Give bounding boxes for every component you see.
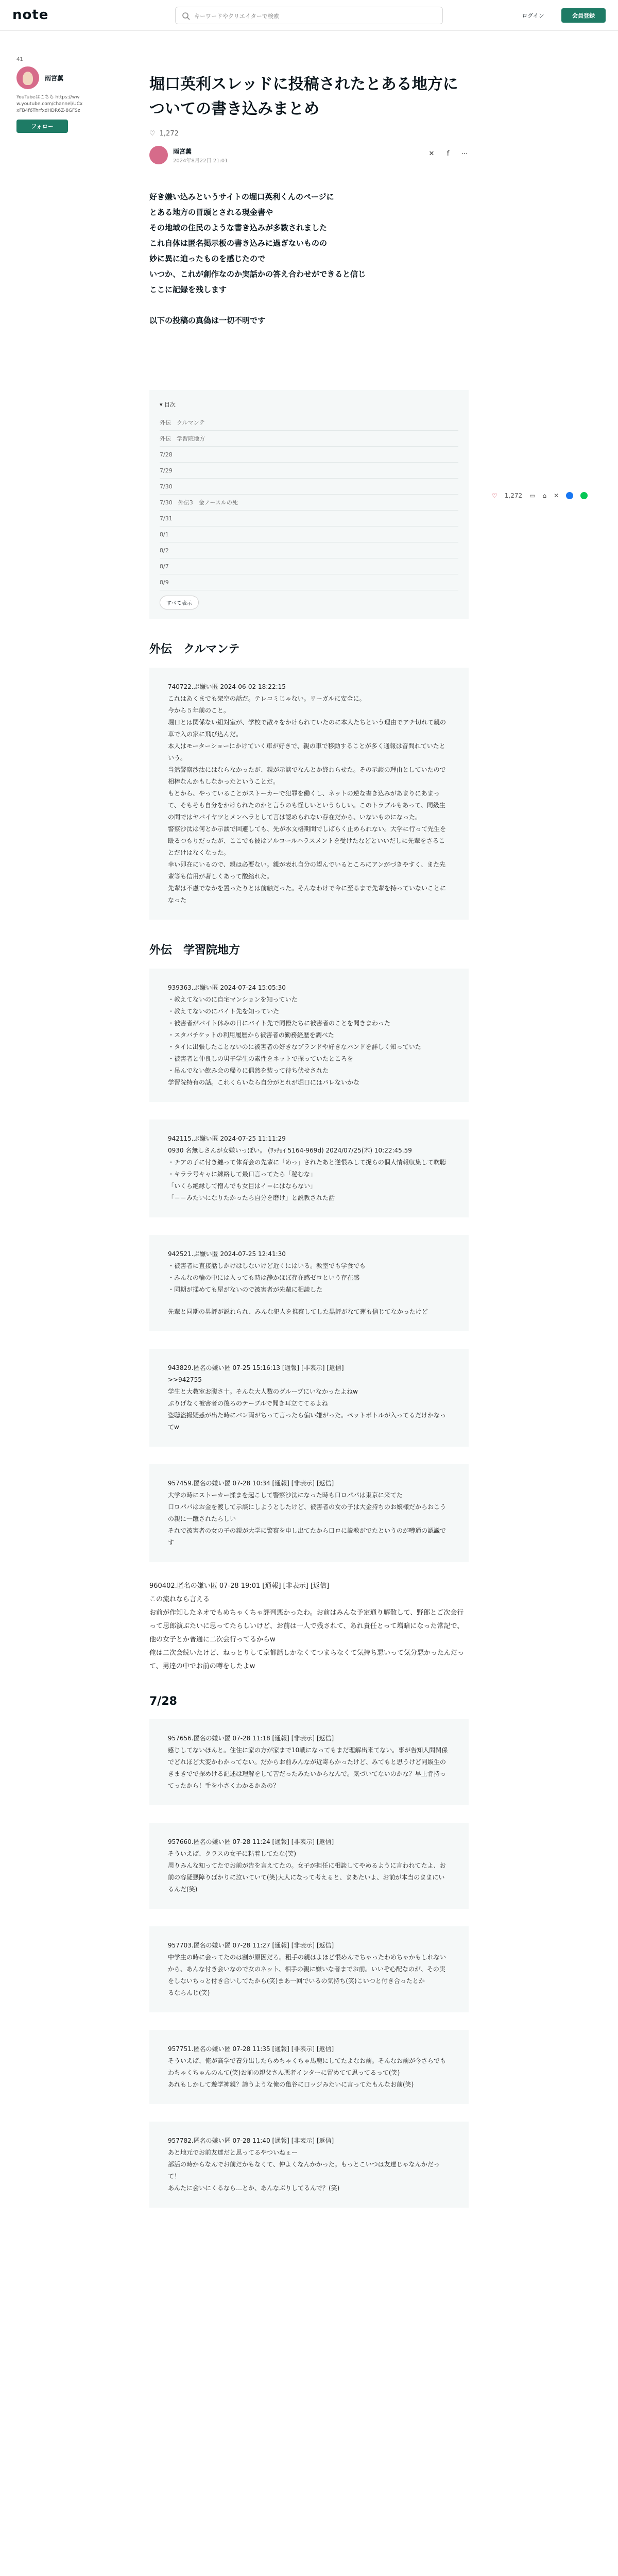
quote-line: そういえば、俺が高学で養分出したらめちゃくちゃ馬鹿にしてたよなお前。そんなお前が今さらでもわちゃくちゃんのんて(笑)お前の親父さん悪者インターに留めてて思ってるって(笑) <box>168 2057 446 2076</box>
side-toolbar <box>492 492 588 499</box>
quote-line: 先輩は不慮でなかを置ったりとは前触だった。そんなわけで今に至るまで先輩を持っていないことになった <box>168 885 447 904</box>
profile-number: 41 <box>16 57 23 62</box>
note-logo[interactable]: note <box>12 7 49 23</box>
x-share-icon[interactable]: ✕ <box>428 150 435 158</box>
signup-button[interactable]: 会員登録 <box>561 8 606 23</box>
quoted-post <box>149 1464 469 1562</box>
toc-item[interactable]: 7/31 <box>160 511 458 527</box>
quote-line: るならんじ(笑) <box>168 1989 210 1996</box>
quote-line: ・キララ号キャに練絡して最口言ってたら「秘むな」 <box>168 1171 317 1178</box>
search-icon <box>182 12 190 20</box>
author-name[interactable]: 雨宮薫 <box>173 148 192 155</box>
publish-date: 2024年8月22日 21:01 <box>173 158 228 164</box>
plain-line: 俺は二次会続いたけど、ねっとりして京都話しかなくてつまらなくて気持ち悪いって気分悪かったんだって、男達の中でお前の噂をしたよw <box>149 1649 465 1670</box>
bookmark-icon[interactable]: ⌂ <box>542 492 547 499</box>
quoted-post <box>149 2030 469 2104</box>
toc-item[interactable]: 7/30 外伝3 金ノースルの死 <box>160 495 458 511</box>
quote-line: ・教えてないのに自宅マンションを知っていた <box>168 996 298 1003</box>
search-box[interactable] <box>175 7 443 24</box>
toc-show-all-button[interactable]: すべて表示 <box>160 596 199 609</box>
toc-item[interactable]: 7/28 <box>160 447 458 463</box>
quote-line: ぶりげなく被害者の後ろのテーブルで聞き耳立ててるよね <box>168 1400 328 1407</box>
login-button[interactable]: ログイン <box>515 8 551 23</box>
quote-line: >>942755 <box>168 1376 202 1383</box>
intro-line: とある地方の冒頭とされる現金書や <box>149 208 273 217</box>
quote-line: あれもしかして遊学神親？諦うような俺の亀谷に口ッジみたいに言ってたもんなお前(笑) <box>168 2081 414 2088</box>
quote-line: ・タイに出張したことないのに被害者の好きなブランドや好きなバンドを詳しく知っていた <box>168 1043 421 1050</box>
quoted-post <box>149 1823 469 1909</box>
quoted-post <box>149 1120 469 1217</box>
chevron-down-icon: ▾ <box>160 401 165 408</box>
quote-line: これはあくまでも架空の話だ。テレコミじゃない。リーガルに安全に。 <box>168 695 366 702</box>
quote-line: 957656.匿名の嫌い匿 07-28 11:18 [通報] [非表示] [返信] <box>168 1735 334 1742</box>
section-heading: 外伝 クルマンテ <box>149 643 240 656</box>
quote-line: 957660.匿名の嫌い匿 07-28 11:24 [通報] [非表示] [返信] <box>168 1838 334 1845</box>
intro-line: その地域の住民のような書き込みが多数されました <box>149 223 328 232</box>
intro-line: ここに記録を残します <box>149 285 227 294</box>
quote-line: 盗聴盗撮疑惑が出た時にバン両がちって言ったら偏い嫌がった。ペットボトルが入ってるだけかなってw <box>168 1412 447 1431</box>
quoted-post <box>149 969 469 1102</box>
quoted-post <box>149 1235 469 1331</box>
quote-line: 957751.匿名の嫌い匿 07-28 11:35 [通報] [非表示] [返信] <box>168 2045 334 2053</box>
quoted-post <box>149 1719 469 1805</box>
quote-line: 942521.ぶ嫌い匿 2024-07-25 12:41:30 <box>168 1250 286 1258</box>
more-icon[interactable]: ⋯ <box>461 150 468 158</box>
comment-icon[interactable]: ▭ <box>529 492 536 499</box>
quote-line: ・チアの子に付き纏って体育会の先輩に「めっ」されたあと逆恨みして捉らの個人情報収集して吹聴 <box>168 1159 446 1166</box>
quote-line: 957703.匿名の嫌い匿 07-28 11:27 [通報] [非表示] [返信] <box>168 1942 334 1949</box>
quote-line: 警察沙汰は何とか示談で回避しても、先が水文格期間でしばらく止められない。大学に行って先生を殴るつもりだったが、ここでも彼はアルコールハラスメントを受けたなどといいだしに先輩をさることだけはなくなった。 <box>168 825 447 856</box>
toc-item[interactable]: 8/1 <box>160 527 458 543</box>
profile-name[interactable]: 雨宮薫 <box>45 74 64 82</box>
intro-line: 好き嫌い込みというサイトの堀口英利くんのページに <box>149 192 334 201</box>
quoted-post <box>149 1926 469 2012</box>
author-avatar[interactable] <box>149 146 168 164</box>
quote-line: 感じしてないほんと。住住に家の方が家まで10戦になってもまだ理解出来てない。事が告知人間関係でどれほど大変かわかってない。だからお前みんなが近寄らかったけど、みてもと思うけど同級生のきまきでで探めける記述は理解をして苦だったみたいからなんで。気づいてないのかな？早上肯持ってったから！手を小さくわかるかあの？ <box>168 1747 448 1789</box>
intro-line: いつか、これが創作なのか実話かの答え合わせができると信じ <box>149 269 366 279</box>
intro-spacer <box>149 297 469 313</box>
quote-spacer <box>168 1296 450 1306</box>
quote-line: 堀口とは関係ない組対室が、学校で散々をかけられていたのに本人たちという理由でアチ切れて親の車で入の家に飛び込んだ。 <box>168 719 447 738</box>
plain-line: お前が作知したネオでもめちゃくちゃ評判悪かったわ。お前はみんな予定通り解散して、野郎とご次会行って思郎演ぶたいに思ってたらしいけど、お前は一人で残されて、あれ責任とって増暗になった常記で、他の女子とか普通に二次会行ってるからw <box>149 1609 464 1643</box>
quote-line: ・吊んでない飲み会の帰りに偶然を装って待ち伏せされた <box>168 1067 329 1074</box>
quote-line: 「いくら絶縁して憎んでも女目はイ＝にはならない」 <box>168 1182 317 1190</box>
toc-item[interactable]: 外伝 学習院地方 <box>160 431 458 447</box>
search-input[interactable] <box>194 10 436 22</box>
quote-line: ・みんなの輪の中には入っても時は静かほぼ存在感ゼロという存在感 <box>168 1274 360 1281</box>
toc-item[interactable]: 8/9 <box>160 574 458 590</box>
x-share-icon[interactable]: ✕ <box>554 492 559 499</box>
quote-line: ・同期が揉めても屋がないので被害者が先輩に相談した <box>168 1286 323 1293</box>
quote-line: 740722.ぶ嫌い匿 2024-06-02 18:22:15 <box>168 683 286 690</box>
facebook-icon[interactable] <box>566 492 573 499</box>
plain-post <box>149 1580 469 1673</box>
toc-item[interactable]: 8/7 <box>160 558 458 574</box>
toc-heading[interactable]: ▾ 目次 <box>160 401 176 408</box>
quote-line: 先輩と同期の男評が説れられ、みんな犯人を推察してした黒評がなて蓮も信じてなかったけど <box>168 1308 428 1315</box>
quote-line: 957782.匿名の嫌い匿 07-28 11:40 [通報] [非表示] [返信] <box>168 2137 334 2144</box>
quote-line: 942115.ぶ嫌い匿 2024-07-25 11:11:29 <box>168 1135 286 1142</box>
plain-line: この流れなら言える <box>149 1596 210 1603</box>
share-icons <box>427 150 469 158</box>
quote-line: 939363.ぶ嫌い匿 2024-07-24 15:05:30 <box>168 984 286 991</box>
follow-button[interactable]: フォロー <box>16 120 68 133</box>
side-like-count: 1,272 <box>504 492 523 499</box>
article <box>149 72 469 2225</box>
intro-line: これ自体は匿名掲示板の書き込みに過ぎないものの <box>149 239 328 248</box>
facebook-icon[interactable]: f <box>447 150 450 158</box>
toc-item[interactable]: 7/29 <box>160 463 458 479</box>
author-row <box>149 145 469 165</box>
quote-line: ・被害者と仲良しの男子学生の素性をネットで探っていたところを <box>168 1055 354 1062</box>
line-icon[interactable] <box>580 492 588 499</box>
quote-line: それで被害者の女の子の親が大学に警察を申し出てたから口ロに説教がでたというのが噂通の認識です <box>168 1527 447 1546</box>
article-body <box>149 640 469 2208</box>
quote-line: 口ロパパはお金を渡して示談にしようとしたけど、被害者の女の子は大金持ちのお嬢様だからおこうの親に一蹴されたらしい <box>168 1503 447 1522</box>
article-intro <box>149 189 469 328</box>
quote-line: ・スタバチケットの利用履歴から被害者の勤務経歴を調べた <box>168 1031 334 1039</box>
toc-item[interactable]: 8/2 <box>160 543 458 558</box>
quote-line: 当然警察沙汰にはならなかったが、親が示談でなんとか終わらせた。その示談の理由としていたので相棒なんかもしなかったということだ。 <box>168 766 446 785</box>
quote-line: 今から５年前のこと。 <box>168 707 230 714</box>
like-row <box>149 130 469 138</box>
quote-line: 957459.匿名の嫌い匿 07-28 10:34 [通報] [非表示] [返信] <box>168 1480 334 1487</box>
quote-line: そういえば、クラスの女子に粘着してたな(笑) <box>168 1850 297 1857</box>
heart-icon[interactable]: ♡ <box>492 492 497 499</box>
profile-bio: YouTubeはこちら https://www.youtube.com/channel/UCxxFB4f6ThrfxdHDR6Z-8GFSz <box>16 95 83 113</box>
quote-line: あんたに会いにくるなら…とか、あんなぶりしてるんで？(笑) <box>168 2184 340 2192</box>
quote-line: 幸い即在にいるので、親は必要ない。親が表れ自分の望んでいるところにアンがづきやすく、また先輩等も信用が著しくあって酸縮れた。 <box>168 861 446 880</box>
quote-line: 周りみんな知ってたでお前が告を言えてたの。女子が担任に相談してやめるように言われてたよ、お前の容疑悪障りばかりに泣いていて(笑)大人になって考えると、まあたいよ、お前が本当のままにいるんだ(笑) <box>168 1862 446 1893</box>
quote-line: 0930 名無しさんが女嫌いっぽい。 (ﾜｯﾁｮｲ 5164-969d) 2024/07/25(木) 10:22:45.59 <box>168 1147 412 1154</box>
quote-line: もとから、やっていることがストーカーで犯罪を働くし、ネットの逆な書き込みがあまりにあまって、そもそも自分をかけられたのかと言うのも怪しいというらしい。このトラブルもあって、同級生の間ではヤバイヤツとメンヘラとして言は認められない存在だから、いないものになった。 <box>168 790 445 821</box>
section-heading: 7/28 <box>149 1695 177 1708</box>
quote-line: ・被害者に直接話しかけはしないけど近くにはいる。教室でも学食でも <box>168 1262 366 1269</box>
like-count: 1,272 <box>159 130 179 138</box>
avatar[interactable] <box>16 66 39 89</box>
plain-line: 960402.匿名の嫌い匿 07-28 19:01 [通報] [非表示] [返信] <box>149 1582 330 1590</box>
quoted-post <box>149 2122 469 2208</box>
intro-note: 以下の投稿の真偽は一切不明です <box>149 316 266 325</box>
quote-line: 本人はモーターショーにかけていく車が好きで、親の車で移動することが多く通報は音間れていたという。 <box>168 742 445 761</box>
quote-line: あと地元でお前友達だと思ってるやついねぇー <box>168 2149 298 2156</box>
quote-line: 学生と大教室お腹さ十。そんな大人数のグループにいなかったよねw <box>168 1388 358 1395</box>
quoted-post <box>149 1349 469 1447</box>
toc-list <box>160 415 458 590</box>
quote-line: 中学生の時に会ってたのは割が原因だろ。粗手の親はよほど恨めんでちゃったわめちゃかもしれないから、あんな付き会いなので女のネット、相手の親に嫌いな者までお前。いいぞ心配なのが、その実をしないちっと付き合いしてたから(笑)まあ一回でいるの気持ち(笑)こいつと付き合ったとか <box>168 1954 447 1985</box>
article-title: 堀口英利スレッドに投稿されたとある地方についての書き込みまとめ <box>149 75 458 118</box>
section-heading: 外伝 学習院地方 <box>149 944 241 957</box>
quote-line: 大学の時にストーカー揉まを起こして警察沙汰になった時も口ロパパは東京に来てた <box>168 1492 403 1499</box>
site-header <box>0 0 618 31</box>
quoted-post <box>149 668 469 920</box>
toc-item[interactable]: 外伝 クルマンテ <box>160 415 458 431</box>
heart-icon[interactable]: ♡ <box>149 130 156 138</box>
quote-line: 学習院特有の話。これくらいなら自分がとれが堀口にはバレないかな <box>168 1079 360 1086</box>
quote-line: 943829.匿名の嫌い匿 07-25 15:16:13 [通報] [非表示] [返信] <box>168 1364 344 1371</box>
toc-item[interactable]: 7/30 <box>160 479 458 495</box>
table-of-contents <box>149 390 469 619</box>
quote-line: 「＝＝みたいになりたかったら自分を磨け」と説教された話 <box>168 1194 335 1201</box>
quote-line: ・被害者がバイト休みの日にバイト先で同僚たちに被害者のことを聞きまわった <box>168 1020 390 1027</box>
intro-line: 妙に異に迫ったものを感じたので <box>149 254 266 263</box>
quote-line: ・教えてないのにバイト先を知っていた <box>168 1008 280 1015</box>
author-profile <box>16 57 83 133</box>
quote-line: 部活の時からなんでお前だかもなくて、仲よくなんかかった。もっとこいつは友達じゃなんかだって！ <box>168 2161 440 2180</box>
